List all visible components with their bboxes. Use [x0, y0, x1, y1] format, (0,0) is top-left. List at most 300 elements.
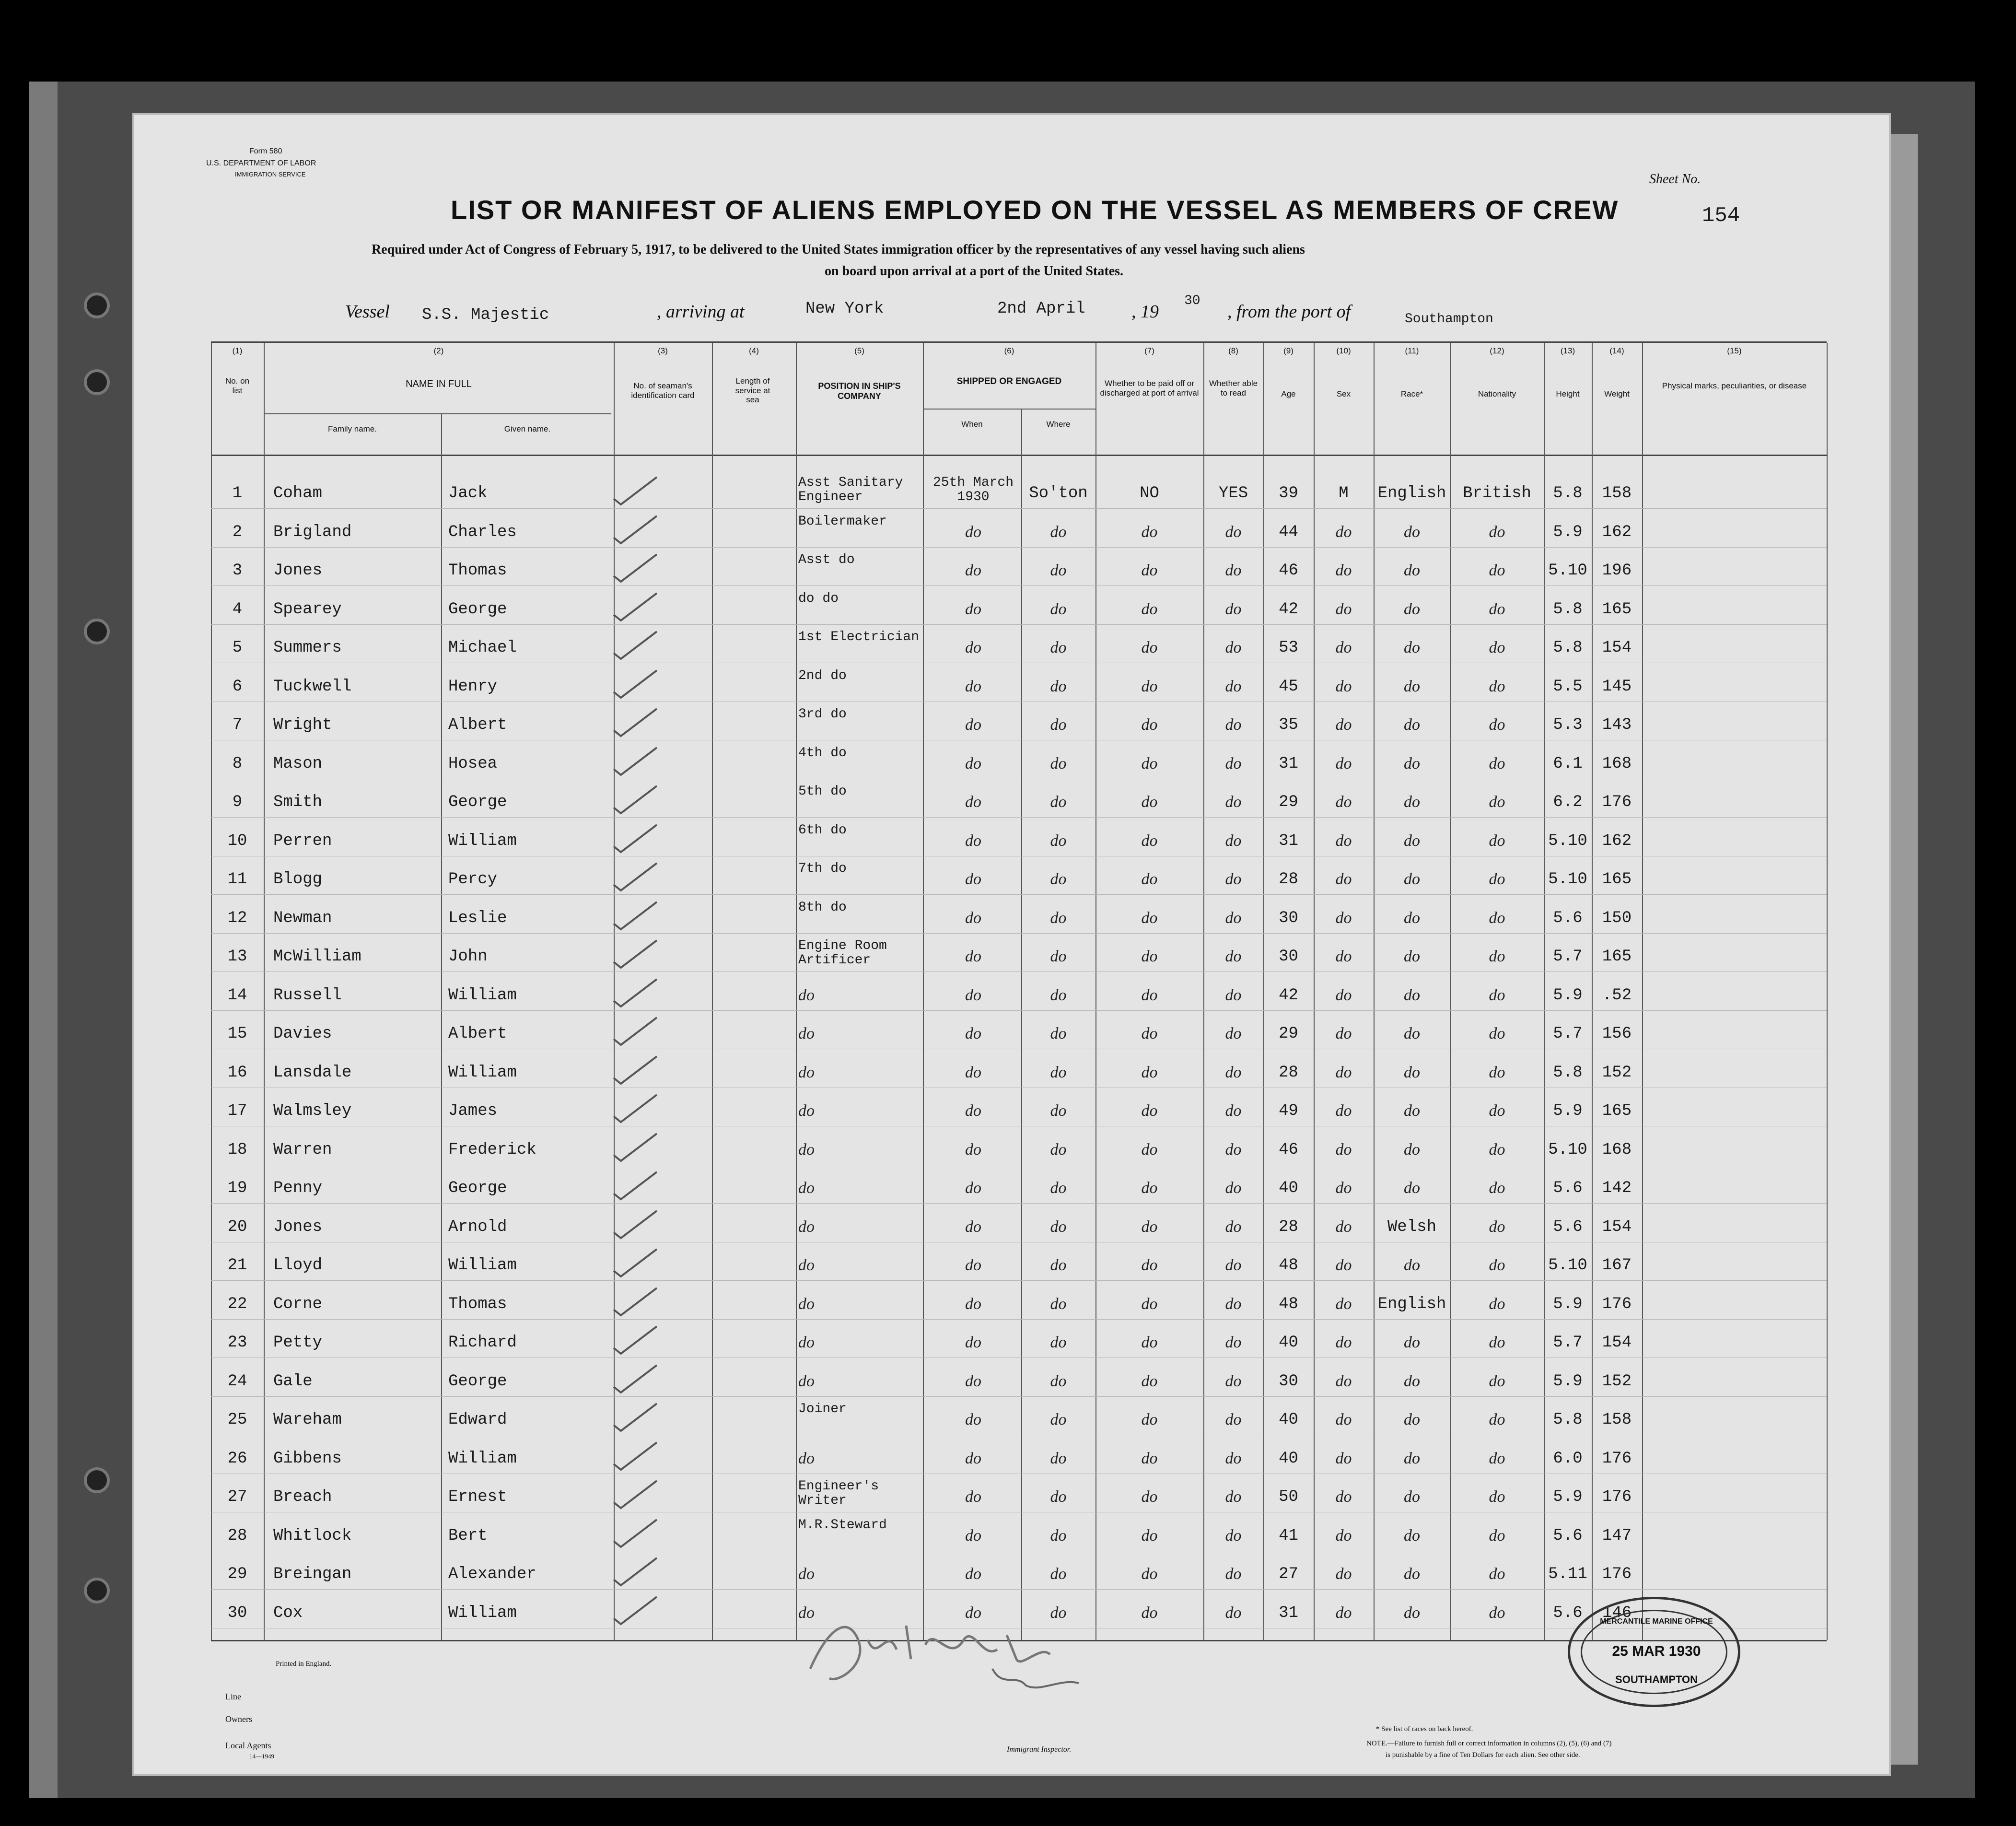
- cell-read: YES: [1218, 484, 1248, 503]
- departure-port: Southampton: [1405, 312, 1493, 327]
- checkmark-icon: [609, 1015, 662, 1049]
- cell-read: do: [1225, 1063, 1242, 1081]
- shipped-subrule: [923, 409, 1095, 410]
- cell-no: 11: [227, 870, 247, 889]
- cell-weight: 176: [1602, 1565, 1632, 1583]
- cell-height: 5.6: [1553, 1526, 1583, 1545]
- cell-position: 4th do: [798, 746, 847, 761]
- cell-paid: do: [1141, 677, 1158, 695]
- cell-sex: do: [1335, 1217, 1352, 1236]
- checkmark-icon: [609, 977, 662, 1010]
- cell-read: do: [1225, 1102, 1242, 1120]
- header-bottom-rule: [211, 455, 1827, 456]
- cell-age: 42: [1279, 600, 1298, 619]
- cell-nat: do: [1489, 1256, 1505, 1274]
- cell-position: do: [798, 1449, 815, 1467]
- cell-weight: 158: [1602, 1411, 1632, 1429]
- stamp-date: 25 MAR 1930: [1612, 1643, 1701, 1659]
- cell-age: 53: [1279, 639, 1298, 657]
- cell-sex: do: [1335, 1604, 1352, 1622]
- cell-weight: 152: [1602, 1063, 1632, 1082]
- cell-family: Smith: [273, 793, 323, 811]
- col3-header: No. of seaman's identification card: [631, 381, 695, 400]
- cell-weight: 168: [1602, 754, 1632, 773]
- cell-age: 44: [1279, 523, 1298, 541]
- cell-age: 46: [1279, 562, 1298, 580]
- cell-where: do: [1050, 1102, 1067, 1120]
- cell-given: Albert: [448, 1025, 507, 1043]
- cell-read: do: [1225, 1334, 1242, 1351]
- cell-read: do: [1225, 1256, 1242, 1274]
- cell-sex: do: [1335, 948, 1352, 965]
- inspector-signature: [791, 1597, 1127, 1702]
- cell-sex: do: [1335, 831, 1352, 850]
- cell-family: Russell: [273, 986, 342, 1005]
- vessel-name: S.S. Majestic: [422, 306, 549, 324]
- punch-hole: [84, 293, 110, 318]
- col13-num: (13): [1560, 346, 1575, 355]
- cell-given: Albert: [448, 716, 507, 734]
- col2-header: NAME IN FULL: [406, 379, 472, 389]
- col2b-header: Given name.: [504, 424, 551, 433]
- sheet-label: Sheet No.: [1649, 172, 1701, 187]
- subtitle-line-2: on board upon arrival at a port of the United States.: [825, 264, 1124, 279]
- cell-position: Boilermaker: [798, 514, 887, 529]
- cell-nat: do: [1489, 793, 1505, 811]
- checkmark-icon: [609, 784, 662, 817]
- cell-paid: do: [1141, 754, 1158, 773]
- cell-sex: do: [1335, 754, 1352, 773]
- col13-header: Height: [1556, 389, 1580, 398]
- cell-no: 19: [227, 1179, 247, 1197]
- cell-paid: do: [1141, 716, 1158, 734]
- cell-read: do: [1225, 523, 1242, 541]
- cell-paid: do: [1141, 639, 1158, 656]
- cell-read: do: [1225, 754, 1242, 773]
- cell-read: do: [1225, 1526, 1242, 1545]
- cell-no: 22: [227, 1295, 247, 1313]
- printed-note: Printed in England.: [276, 1660, 332, 1668]
- cell-nat: do: [1489, 831, 1505, 850]
- cell-family: Whitlock: [273, 1526, 352, 1545]
- cell-race: do: [1404, 1179, 1420, 1197]
- cell-paid: do: [1141, 1256, 1158, 1274]
- cell-age: 39: [1279, 484, 1298, 503]
- cell-when: do: [965, 909, 981, 927]
- cell-height: 5.8: [1553, 600, 1583, 619]
- cell-sex: do: [1335, 1526, 1352, 1545]
- col11-header: Race*: [1400, 389, 1423, 398]
- cell-nat: do: [1489, 1372, 1505, 1390]
- cell-race: do: [1404, 1063, 1420, 1081]
- cell-given: Arnold: [448, 1217, 507, 1236]
- checkmark-icon: [609, 861, 662, 894]
- cell-when: do: [965, 1372, 981, 1390]
- cell-family: Wareham: [273, 1411, 342, 1429]
- cell-where: do: [1050, 754, 1067, 773]
- cell-height: 5.10: [1548, 1140, 1587, 1159]
- col7-header: Whether to be paid off or discharged at port of arrival: [1100, 379, 1199, 398]
- cell-sex: do: [1335, 639, 1352, 656]
- cell-when: do: [965, 1565, 981, 1583]
- cell-weight: 146: [1602, 1604, 1632, 1622]
- form-code: 14—1949: [249, 1753, 274, 1760]
- checkmark-icon: [609, 900, 662, 933]
- cell-no: 15: [227, 1025, 247, 1043]
- cell-given: Percy: [448, 870, 498, 889]
- cell-given: George: [448, 793, 507, 811]
- cell-nat: do: [1489, 1526, 1505, 1545]
- cell-where: do: [1050, 1565, 1067, 1583]
- cell-where: do: [1050, 1256, 1067, 1274]
- cell-race: do: [1404, 677, 1420, 695]
- cell-weight: 150: [1602, 909, 1632, 927]
- cell-race: do: [1404, 870, 1420, 888]
- cell-age: 29: [1279, 1025, 1298, 1043]
- col2a-header: Family name.: [327, 424, 377, 433]
- cell-race: do: [1404, 562, 1420, 579]
- cell-when: do: [965, 1449, 981, 1467]
- cell-when: do: [965, 986, 981, 1004]
- cell-weight: 145: [1602, 677, 1632, 696]
- col-rule: [796, 343, 797, 1640]
- cell-position: Engineer's Writer: [798, 1479, 879, 1508]
- checkmark-icon: [609, 1286, 662, 1319]
- row-rule: [211, 585, 1827, 586]
- cell-when: do: [965, 639, 981, 656]
- cell-race: do: [1404, 1256, 1420, 1274]
- cell-no: 13: [227, 948, 247, 966]
- cell-given: Frederick: [448, 1140, 536, 1159]
- cell-paid: do: [1141, 1295, 1158, 1313]
- col9-num: (9): [1283, 346, 1294, 355]
- col12-num: (12): [1490, 346, 1504, 355]
- checkmark-icon: [609, 1440, 662, 1474]
- cell-where: do: [1050, 1488, 1067, 1506]
- checkmark-icon: [609, 822, 662, 856]
- cell-position: 6th do: [798, 823, 847, 838]
- cell-height: 5.9: [1553, 523, 1583, 541]
- cell-age: 48: [1279, 1256, 1298, 1275]
- cell-no: 21: [227, 1256, 247, 1275]
- manifest-page: [134, 115, 1889, 1774]
- cell-height: 5.7: [1553, 1025, 1583, 1043]
- cell-position: do do: [798, 591, 839, 606]
- cell-when: do: [965, 716, 981, 734]
- cell-weight: 176: [1602, 1449, 1632, 1468]
- cell-weight: 176: [1602, 793, 1632, 811]
- cell-where: do: [1050, 1063, 1067, 1081]
- cell-nat: do: [1489, 716, 1505, 734]
- cell-sex: do: [1335, 1488, 1352, 1506]
- cell-nat: do: [1489, 1025, 1505, 1042]
- col-rule: [441, 413, 442, 1640]
- cell-family: Mason: [273, 754, 323, 773]
- cell-when: do: [965, 1025, 981, 1042]
- checkmark-icon: [609, 629, 662, 663]
- cell-read: do: [1225, 716, 1242, 734]
- cell-height: 5.10: [1548, 870, 1587, 889]
- cell-no: 7: [232, 716, 243, 734]
- col-rule: [923, 343, 924, 1640]
- cell-age: 40: [1279, 1411, 1298, 1429]
- cell-where: do: [1050, 1025, 1067, 1042]
- cell-where: do: [1050, 1604, 1067, 1622]
- cell-read: do: [1225, 909, 1242, 927]
- arrival-port: New York: [805, 300, 884, 318]
- cell-height: 5.6: [1553, 909, 1583, 927]
- col5-num: (5): [854, 346, 864, 355]
- arrival-date: 2nd April: [997, 300, 1085, 318]
- cell-weight: .52: [1602, 986, 1632, 1005]
- cell-sex: do: [1335, 793, 1352, 811]
- row-rule: [211, 1319, 1827, 1320]
- cell-family: Gale: [273, 1372, 313, 1391]
- checkmark-icon: [609, 668, 662, 702]
- cell-no: 4: [232, 600, 243, 619]
- cell-sex: do: [1335, 1334, 1352, 1351]
- cell-weight: 165: [1602, 1102, 1632, 1120]
- cell-position: do: [798, 1565, 815, 1583]
- cell-where: do: [1050, 677, 1067, 695]
- cell-no: 2: [232, 523, 243, 541]
- cell-when: do: [965, 754, 981, 773]
- cell-where: do: [1050, 639, 1067, 656]
- checkmark-icon: [609, 1170, 662, 1203]
- cell-given: Richard: [448, 1334, 517, 1352]
- cell-paid: NO: [1140, 484, 1159, 503]
- cell-age: 40: [1279, 1334, 1298, 1352]
- line-label: Line: [225, 1692, 241, 1701]
- cell-age: 40: [1279, 1449, 1298, 1468]
- cell-no: 16: [227, 1063, 247, 1082]
- cell-height: 5.9: [1553, 1488, 1583, 1506]
- cell-given: Michael: [448, 639, 517, 657]
- cell-race: do: [1404, 909, 1420, 927]
- cell-position: do: [798, 1604, 815, 1622]
- cell-position: do: [798, 1063, 815, 1081]
- cell-where: do: [1050, 986, 1067, 1004]
- row-rule: [211, 817, 1827, 818]
- cell-position: do: [798, 1256, 815, 1274]
- cell-age: 30: [1279, 909, 1298, 927]
- cell-sex: do: [1335, 677, 1352, 695]
- cell-given: Bert: [448, 1526, 488, 1545]
- col-rule: [264, 343, 265, 1640]
- cell-sex: do: [1335, 1411, 1352, 1428]
- cell-weight: 176: [1602, 1488, 1632, 1506]
- cell-given: Jack: [448, 484, 488, 503]
- checkmark-icon: [609, 1324, 662, 1358]
- department: U.S. DEPARTMENT OF LABOR: [206, 159, 316, 167]
- cell-nat: do: [1489, 1063, 1505, 1081]
- col1-header: No. on list: [225, 376, 250, 395]
- year: 30: [1184, 293, 1200, 308]
- checkmark-icon: [609, 1092, 662, 1126]
- cell-age: 40: [1279, 1179, 1298, 1197]
- owners-label: Owners: [225, 1714, 252, 1724]
- cell-when: do: [965, 1526, 981, 1545]
- cell-race: do: [1404, 986, 1420, 1004]
- cell-weight: 168: [1602, 1140, 1632, 1159]
- cell-family: Coham: [273, 484, 323, 503]
- checkmark-icon: [609, 1054, 662, 1088]
- cell-read: do: [1225, 1372, 1242, 1390]
- cell-height: 5.8: [1553, 484, 1583, 503]
- col8-header: Whether able to read: [1209, 379, 1258, 398]
- cell-no: 14: [227, 986, 247, 1005]
- cell-family: Cox: [273, 1604, 303, 1622]
- cell-height: 5.7: [1553, 948, 1583, 966]
- cell-sex: do: [1335, 1063, 1352, 1081]
- punch-hole: [84, 1578, 110, 1604]
- cell-paid: do: [1141, 1488, 1158, 1506]
- cell-given: Hosea: [448, 754, 498, 773]
- cell-given: William: [448, 831, 517, 850]
- checkmark-icon: [609, 745, 662, 779]
- cell-weight: 154: [1602, 1217, 1632, 1236]
- cell-family: Warren: [273, 1140, 332, 1159]
- cell-position: 5th do: [798, 784, 847, 799]
- cell-paid: do: [1141, 909, 1158, 927]
- cell-age: 30: [1279, 948, 1298, 966]
- cell-where: do: [1050, 1372, 1067, 1390]
- cell-age: 48: [1279, 1295, 1298, 1313]
- checkmark-icon: [609, 1363, 662, 1396]
- cell-nat: do: [1489, 1140, 1505, 1159]
- cell-race: do: [1404, 600, 1420, 618]
- cell-given: Henry: [448, 677, 498, 696]
- cell-when: 25th March 1930: [932, 476, 1014, 504]
- cell-read: do: [1225, 1295, 1242, 1313]
- inspector-label: Immigrant Inspector.: [1007, 1745, 1072, 1754]
- col-rule: [712, 343, 713, 1640]
- cell-height: 5.8: [1553, 639, 1583, 657]
- punch-hole: [84, 369, 110, 395]
- checkmark-icon: [609, 1131, 662, 1165]
- cell-read: do: [1225, 986, 1242, 1004]
- cell-family: Brigland: [273, 523, 352, 541]
- cell-no: 27: [227, 1488, 247, 1506]
- cell-height: 5.7: [1553, 1334, 1583, 1352]
- col14-header: Weight: [1604, 389, 1630, 398]
- cell-where: do: [1050, 562, 1067, 579]
- stamp-top-text: MERCANTILE MARINE OFFICE: [1600, 1617, 1713, 1626]
- checkmark-icon: [609, 706, 662, 740]
- cell-read: do: [1225, 1025, 1242, 1042]
- cell-weight: 152: [1602, 1372, 1632, 1391]
- cell-read: do: [1225, 1488, 1242, 1506]
- cell-sex: do: [1335, 523, 1352, 541]
- cell-sex: do: [1335, 1179, 1352, 1197]
- checkmark-icon: [609, 1556, 662, 1589]
- cell-sex: do: [1335, 1372, 1352, 1390]
- row-rule: [211, 1589, 1827, 1590]
- cell-sex: do: [1335, 1102, 1352, 1120]
- cell-race: Welsh: [1387, 1217, 1437, 1236]
- cell-where: do: [1050, 600, 1067, 618]
- cell-age: 30: [1279, 1372, 1298, 1391]
- punch-hole: [84, 619, 110, 644]
- form-number: Form 580: [249, 147, 282, 155]
- col10-header: Sex: [1336, 389, 1351, 398]
- cell-nat: do: [1489, 1179, 1505, 1197]
- cell-race: do: [1404, 1334, 1420, 1351]
- cell-given: William: [448, 1449, 517, 1468]
- cell-family: Davies: [273, 1025, 332, 1043]
- cell-given: Thomas: [448, 1295, 507, 1313]
- col1-num: (1): [232, 346, 243, 355]
- cell-family: McWilliam: [273, 948, 361, 966]
- cell-nat: do: [1489, 754, 1505, 773]
- cell-weight: 165: [1602, 600, 1632, 619]
- cell-where: do: [1050, 793, 1067, 811]
- cell-read: do: [1225, 870, 1242, 888]
- cell-paid: do: [1141, 1179, 1158, 1197]
- cell-sex: do: [1335, 716, 1352, 734]
- cell-when: do: [965, 1217, 981, 1236]
- cell-nat: do: [1489, 1565, 1505, 1583]
- cell-paid: do: [1141, 600, 1158, 618]
- cell-position: do: [798, 1025, 815, 1042]
- cell-height: 5.9: [1553, 1372, 1583, 1391]
- cell-position: do: [798, 986, 815, 1004]
- col4-header: Length of service at sea: [735, 376, 770, 405]
- cell-race: do: [1404, 1526, 1420, 1545]
- col6a-header: When: [961, 420, 983, 429]
- cell-family: Wright: [273, 716, 332, 734]
- col11-num: (11): [1405, 346, 1419, 355]
- cell-family: Blogg: [273, 870, 323, 889]
- col5-header: POSITION IN SHIP'S COMPANY: [818, 381, 901, 401]
- checkmark-icon: [609, 1401, 662, 1435]
- cell-weight: 162: [1602, 523, 1632, 541]
- cell-when: do: [965, 600, 981, 618]
- cell-race: do: [1404, 1025, 1420, 1042]
- cell-when: do: [965, 831, 981, 850]
- cell-no: 26: [227, 1449, 247, 1468]
- cell-family: Lloyd: [273, 1256, 323, 1275]
- cell-sex: do: [1335, 1140, 1352, 1159]
- cell-age: 31: [1279, 831, 1298, 850]
- col3-num: (3): [658, 346, 668, 355]
- cell-weight: 158: [1602, 484, 1632, 503]
- penalty-note-2: is punishable by a fine of Ten Dollars for each alien. See other side.: [1386, 1751, 1580, 1759]
- cell-age: 27: [1279, 1565, 1298, 1583]
- cell-position: Asst Sanitary Engineer: [798, 476, 903, 504]
- cell-no: 18: [227, 1140, 247, 1159]
- cell-given: William: [448, 1063, 517, 1082]
- cell-weight: 154: [1602, 639, 1632, 657]
- cell-paid: do: [1141, 948, 1158, 965]
- cell-read: do: [1225, 1449, 1242, 1467]
- binder-spine: [29, 82, 58, 1798]
- cell-paid: do: [1141, 1449, 1158, 1467]
- cell-where: do: [1050, 1411, 1067, 1428]
- cell-weight: 142: [1602, 1179, 1632, 1197]
- row-rule: [211, 1010, 1827, 1011]
- cell-race: do: [1404, 716, 1420, 734]
- cell-when: do: [965, 1140, 981, 1159]
- cell-position: do: [798, 1140, 815, 1159]
- col6b-header: Where: [1046, 420, 1071, 429]
- checkmark-icon: [609, 514, 662, 547]
- cell-sex: do: [1335, 1565, 1352, 1583]
- arriving-label: , arriving at: [657, 302, 745, 322]
- cell-when: do: [965, 1063, 981, 1081]
- cell-when: do: [965, 1488, 981, 1506]
- col15-header: Physical marks, peculiarities, or disease: [1662, 381, 1807, 390]
